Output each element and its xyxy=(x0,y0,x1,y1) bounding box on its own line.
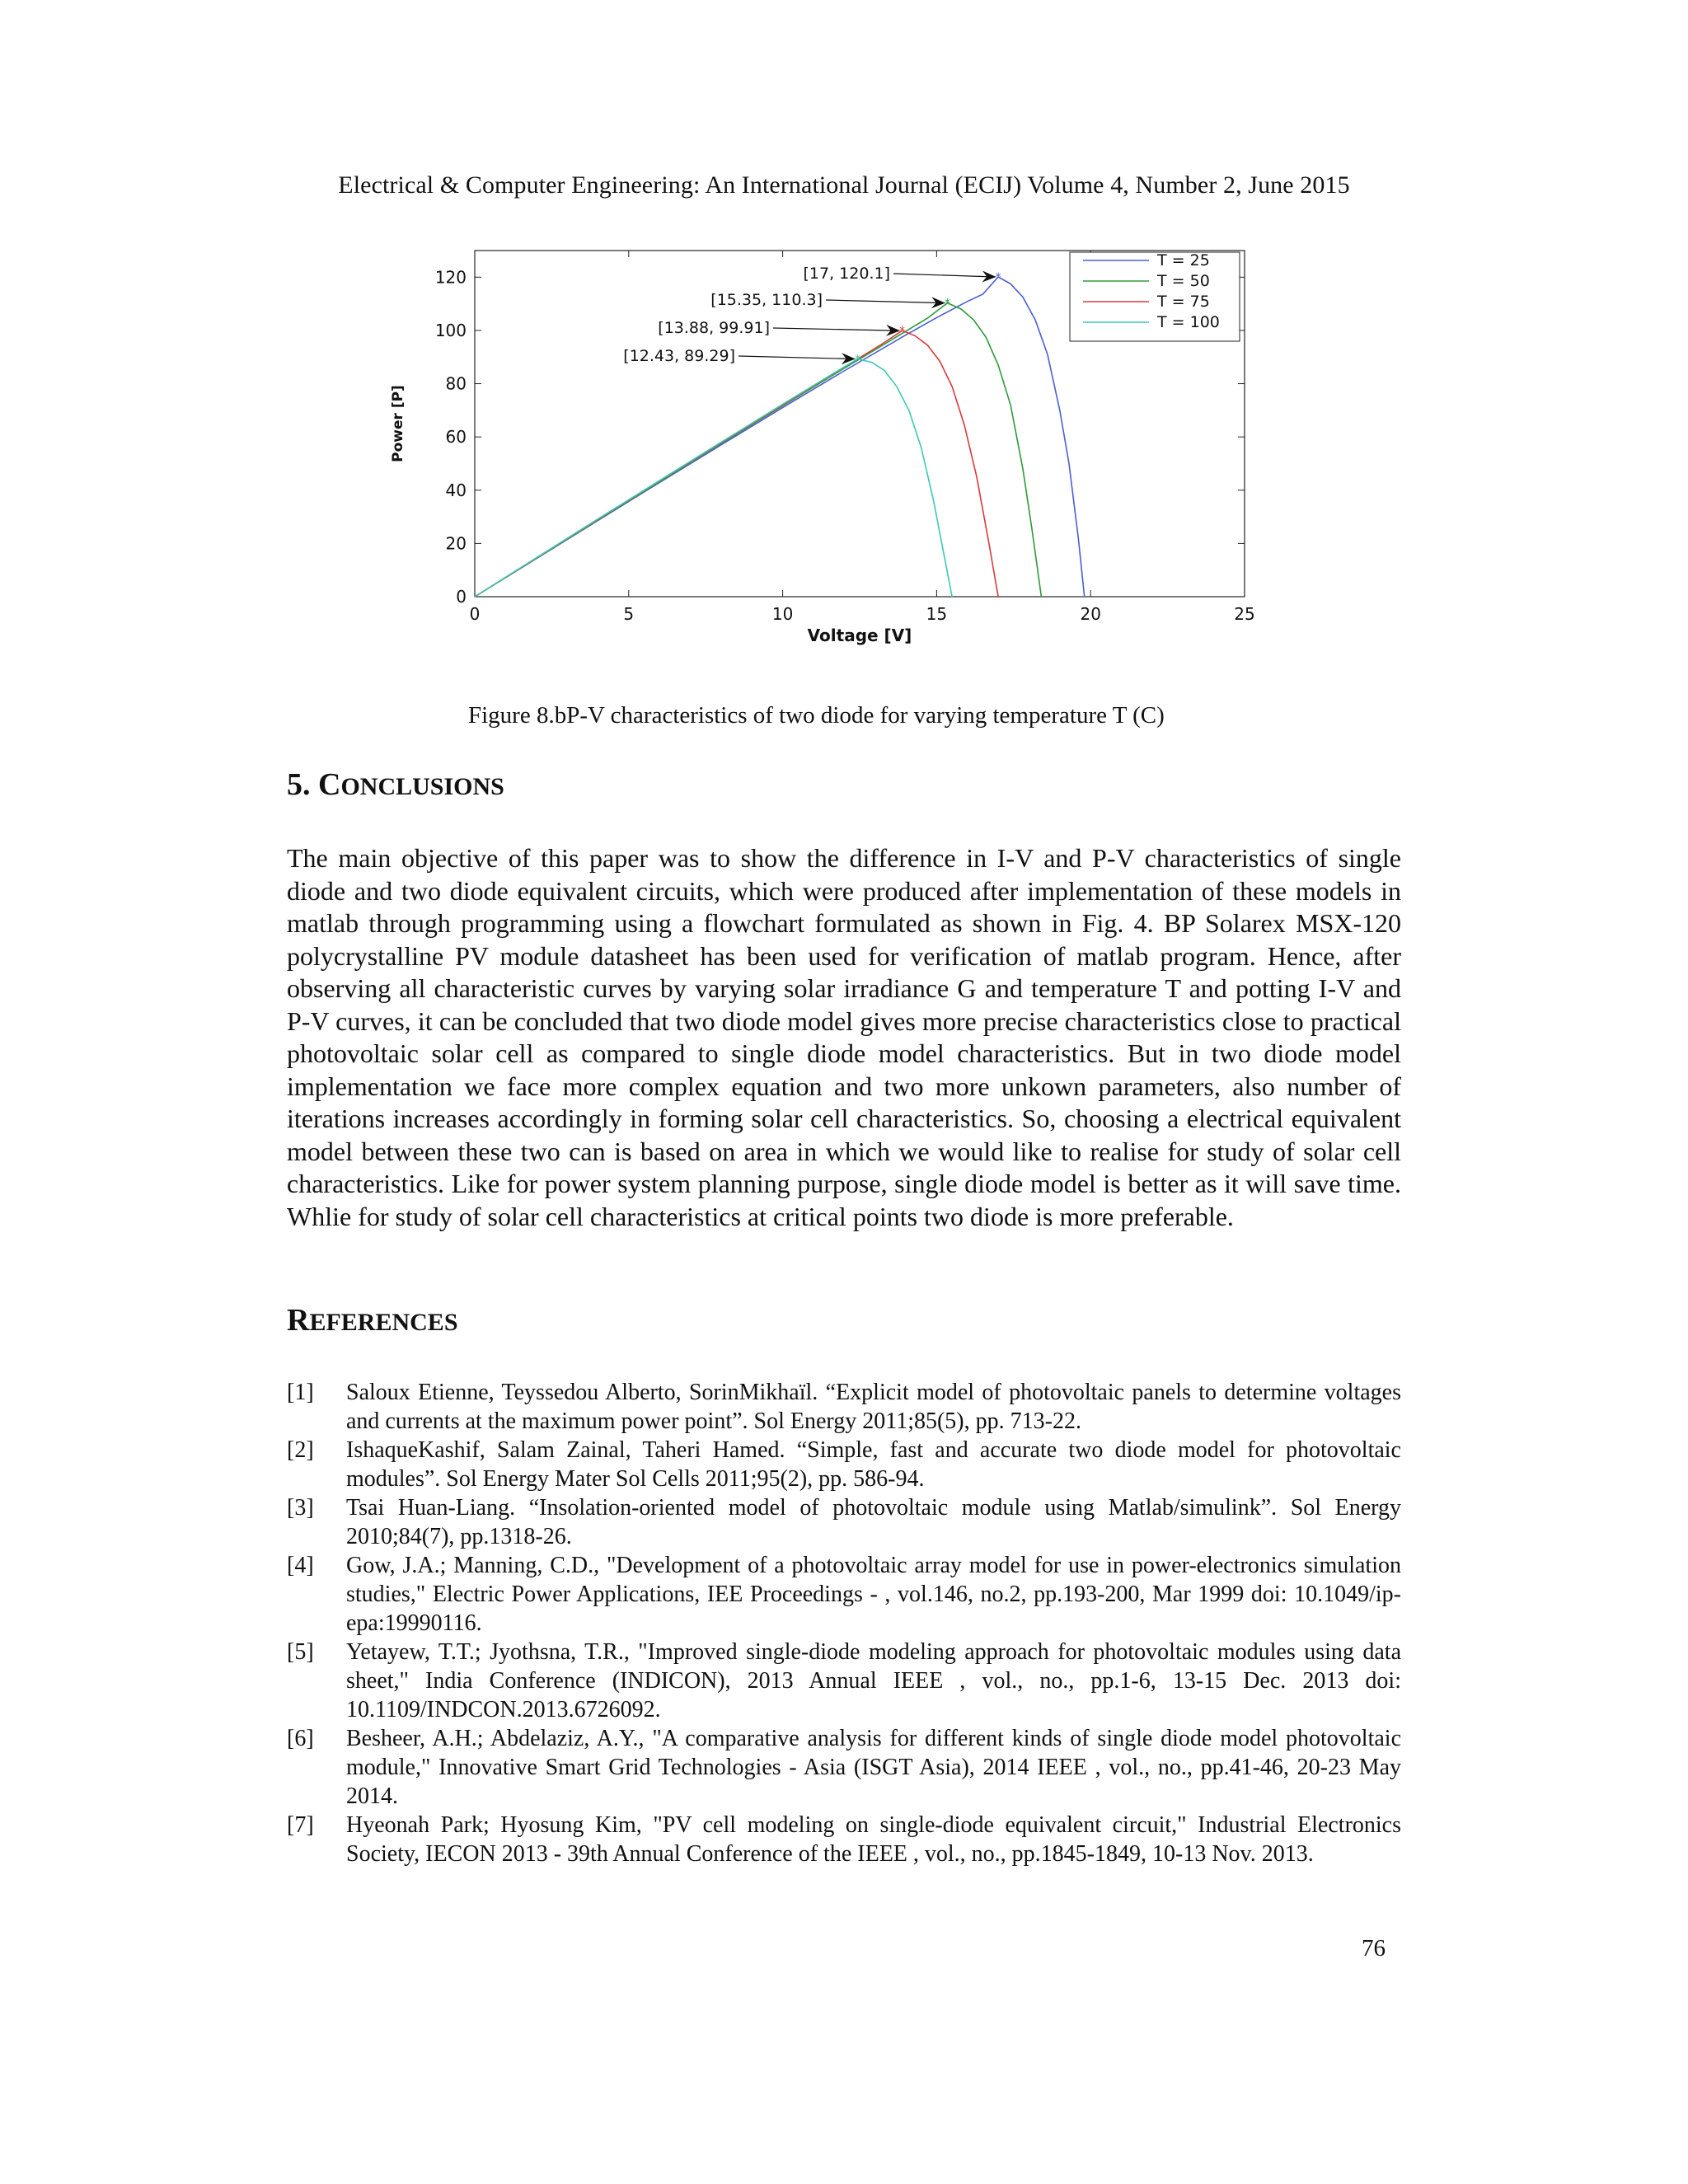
references-list xyxy=(287,1378,1401,1868)
x-tick-label: 5 xyxy=(623,604,635,624)
reference-text: Gow, J.A.; Manning, C.D., "Development of a photovoltaic array model for use in power-electronics simulation studies," Electric Power Applications, IEE Proceedings - , vol.146, no.2, pp.193-200, Mar 1999 doi: 10.1049/ip-epa:19990116. xyxy=(346,1553,1401,1636)
reference-number: [3] xyxy=(287,1495,314,1521)
references-heading xyxy=(287,1302,458,1338)
series-line xyxy=(475,330,998,597)
reference-number: [6] xyxy=(287,1726,314,1751)
mpp-arrow xyxy=(773,328,899,330)
reference-number: [2] xyxy=(287,1437,314,1463)
conclusions-number: 5. xyxy=(287,767,318,802)
x-tick-label: 25 xyxy=(1234,604,1255,624)
conclusions-paragraph: The main objective of this paper was to show the difference in I-V and P-V characteristics of single diode and two diode equivalent circuits, which were produced after implementation of these models in matlab through programming using a flowchart formulated as shown in Fig. 4. BP Solarex MSX-120 polycrystalline PV module datasheet has been used for verification of matlab program. Hence, after observing all characteristic curves by varying solar irradiance G and temperature T and potting I-V and P-V curves, it can be concluded that two diode model gives more precise characteristics close to practical photovoltaic solar cell as compared to single diode model characteristics. But in two diode model implementation we face more complex equation and two more unkown parameters, also number of iterations increases accordingly in forming solar cell characteristics. So, choosing a electrical equivalent model between these two can is based on area in which we would like to realise for study of solar cell characteristics. Like for power system planning purpose, single diode model is better as it will save time. Whlie for study of solar cell characteristics at critical points two diode is more preferable. xyxy=(287,843,1401,1231)
y-axis-label: Power [P] xyxy=(390,385,406,462)
reference-text: Tsai Huan-Liang. “Insolation-oriented model of photovoltaic module using Matlab/simulink”. Sol Energy 2010;84(7), pp.1318-26. xyxy=(346,1495,1401,1549)
reference-number: [1] xyxy=(287,1380,314,1405)
mpp-annotation: [13.88, 99.91] xyxy=(658,319,770,337)
mpp-marker: * xyxy=(854,353,860,367)
y-tick-label: 60 xyxy=(445,427,467,448)
reference-number: [7] xyxy=(287,1812,314,1838)
reference-item xyxy=(287,1436,1401,1493)
mpp-marker: * xyxy=(899,325,906,339)
x-tick-label: 0 xyxy=(469,604,481,624)
reference-item xyxy=(287,1638,1401,1724)
x-tick-label: 15 xyxy=(926,604,948,624)
y-tick-label: 100 xyxy=(434,320,467,340)
journal-header: Electrical & Computer Engineering: An International Journal (ECIJ) Volume 4, Number 2, June 2015 xyxy=(338,171,1350,199)
conclusions-title-initial: C xyxy=(318,767,341,802)
reference-number: [4] xyxy=(287,1553,314,1578)
x-tick-label: 10 xyxy=(771,604,794,624)
y-tick-label: 40 xyxy=(445,480,467,500)
mpp-arrow xyxy=(893,274,995,277)
reference-text: IshaqueKashif, Salam Zainal, Taheri Hamed. “Simple, fast and accurate two diode model for photovoltaic modules”. Sol Energy Mater Sol Cells 2011;95(2), pp. 586-94. xyxy=(346,1437,1401,1492)
reference-number: [5] xyxy=(287,1639,314,1665)
series-line xyxy=(475,359,952,598)
mpp-arrow xyxy=(738,356,854,359)
mpp-marker: * xyxy=(944,297,950,311)
reference-item xyxy=(287,1811,1401,1868)
reference-text: Saloux Etienne, Teyssedou Alberto, SorinMikhaïl. “Explicit model of photovoltaic panels to determine voltages and currents at the maximum power point”. Sol Energy 2011;85(5), pp. 713-22. xyxy=(346,1380,1401,1434)
conclusions-title-rest: ONCLUSIONS xyxy=(340,773,504,800)
reference-text: Besheer, A.H.; Abdelaziz, A.Y., "A comparative analysis for different kinds of single diode model photovoltaic module," Innovative Smart Grid Technologies - Asia (ISGT Asia), 2014 IEEE , vol., no., pp.41-46, 20-23 May 2014. xyxy=(346,1726,1401,1809)
legend-entry: T = 100 xyxy=(1157,313,1220,331)
reference-item xyxy=(287,1551,1401,1638)
mpp-annotation: [17, 120.1] xyxy=(803,265,890,283)
reference-item xyxy=(287,1724,1401,1811)
mpp-marker: * xyxy=(995,270,1001,284)
conclusions-heading xyxy=(287,766,504,803)
page-number: 76 xyxy=(1362,1935,1386,1961)
y-tick-label: 20 xyxy=(445,533,467,554)
legend-entry: T = 75 xyxy=(1157,293,1210,311)
mpp-arrow xyxy=(826,300,944,303)
figure-caption: Figure 8.bP-V characteristics of two diode for varying temperature T (C) xyxy=(468,702,1165,729)
references-title-rest: EFERENCES xyxy=(309,1309,458,1336)
series-line xyxy=(475,277,1085,597)
y-tick-label: 0 xyxy=(456,587,467,607)
reference-text: Yetayew, T.T.; Jyothsna, T.R., "Improved single-diode modeling approach for photovoltaic modules using data sheet," India Conference (INDICON), 2013 Annual IEEE , vol., no., pp.1-6, 13-15 Dec. 2013 doi: 10.1109/INDCON.2013.6726092. xyxy=(346,1639,1401,1722)
y-tick-label: 120 xyxy=(434,267,467,288)
y-tick-label: 80 xyxy=(445,373,467,394)
reference-item xyxy=(287,1378,1401,1436)
series-line xyxy=(475,303,1041,597)
pv-characteristics-chart xyxy=(379,239,1286,651)
legend-entry: T = 50 xyxy=(1157,272,1210,290)
reference-item xyxy=(287,1493,1401,1551)
mpp-annotation: [12.43, 89.29] xyxy=(623,347,735,365)
mpp-annotation: [15.35, 110.3] xyxy=(710,291,823,309)
references-title-initial: R xyxy=(287,1303,310,1338)
reference-text: Hyeonah Park; Hyosung Kim, "PV cell modeling on single-diode equivalent circuit," Industrial Electronics Society, IECON 2013 - 39th Annual Conference of the IEEE , vol., no., pp.1845-1849, 10-13 Nov. 2013. xyxy=(346,1812,1401,1867)
x-tick-label: 20 xyxy=(1080,604,1101,624)
x-axis-label: Voltage [V] xyxy=(807,626,912,645)
legend-entry: T = 25 xyxy=(1157,251,1210,269)
